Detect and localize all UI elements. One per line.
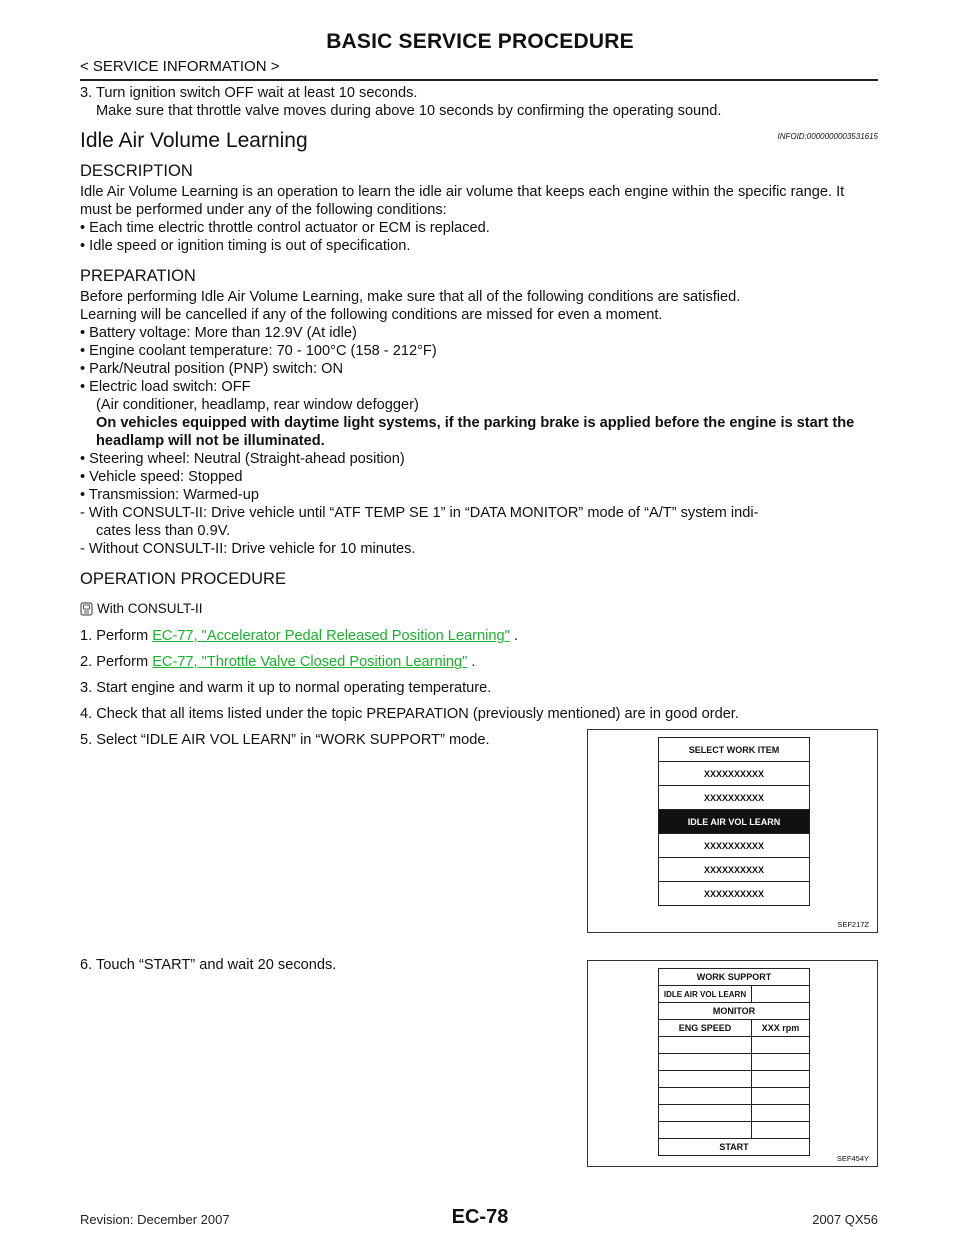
work-item-row: XXXXXXXXXX — [659, 858, 809, 882]
preparation-caution: On vehicles equipped with daytime light systems, if the parking brake is applied before the engine is start the headlamp will not be illuminated. — [96, 415, 855, 449]
work-item-row: XXXXXXXXXX — [659, 834, 809, 858]
preparation-heading: PREPARATION — [80, 267, 196, 285]
empty-cell — [659, 1105, 752, 1121]
start-row — [659, 1139, 809, 1155]
operation-step-4: 4. Check that all items listed under the topic PREPARATION (previously mentioned) are in good order. — [80, 706, 739, 722]
link-accelerator-pedal-learning[interactable]: EC-77, "Accelerator Pedal Released Position Learning" — [152, 628, 510, 644]
footer-model: 2007 QX56 — [812, 1212, 878, 1227]
work-support-item: IDLE AIR VOL LEARN — [659, 986, 752, 1002]
empty-cell — [752, 1088, 809, 1104]
operation-step-6: 6. Touch “START” and wait 20 seconds. — [80, 957, 337, 973]
empty-cell — [659, 1088, 752, 1104]
eng-speed-value: XXX rpm — [761, 1023, 800, 1033]
description-bullet-1: • Each time electric throttle control actuator or ECM is replaced. — [80, 220, 490, 236]
work-support-table — [658, 968, 810, 1156]
step-prefix: 1. Perform — [80, 628, 153, 644]
work-support-title: WORK SUPPORT — [696, 972, 772, 982]
preparation-intro-2: Learning will be cancelled if any of the following conditions are missed for even a moment. — [80, 307, 663, 323]
preparation-dash-item: - Without CONSULT-II: Drive vehicle for 10 minutes. — [80, 541, 416, 557]
preparation-intro: Before performing Idle Air Volume Learning, make sure that all of the following conditions are satisfied. — [80, 289, 741, 305]
work-item-row: XXXXXXXXXX — [659, 762, 809, 786]
description-text: Idle Air Volume Learning is an operation to learn the idle air volume that keeps each engine within the specific range. It must be performed under any of the following conditions: — [80, 184, 845, 218]
monitor-empty-row — [659, 1037, 809, 1054]
figure-code: SEF454Y — [836, 1154, 869, 1163]
page-header-subtitle: < SERVICE INFORMATION > — [80, 58, 280, 75]
work-item-table — [658, 737, 810, 906]
step-suffix: . — [509, 628, 518, 644]
operation-step-1 — [80, 627, 878, 645]
preparation-item: • Engine coolant temperature: 70 - 100°C (158 - 212°F) — [80, 343, 437, 359]
empty-cell — [752, 1105, 809, 1121]
prev-step-3: 3. Turn ignition switch OFF wait at least 10 seconds. — [80, 85, 418, 101]
empty-cell — [752, 1122, 809, 1138]
header-divider — [80, 79, 878, 81]
section-title: Idle Air Volume Learning — [80, 129, 308, 152]
consult-tool-icon — [80, 602, 93, 616]
section-heading-row — [80, 128, 878, 150]
monitor-empty-row — [659, 1054, 809, 1071]
eng-speed-row — [659, 1020, 809, 1037]
preparation-dash-item-cont: cates less than 0.9V. — [96, 523, 231, 539]
work-support-title-row — [659, 969, 809, 986]
empty-cell — [752, 1071, 809, 1087]
monitor-label: MONITOR — [712, 1006, 756, 1016]
empty-cell — [659, 1054, 752, 1070]
preparation-item: • Battery voltage: More than 12.9V (At idle) — [80, 325, 357, 341]
start-button: START — [719, 1142, 749, 1152]
prev-step-3-detail: Make sure that throttle valve moves during above 10 seconds by confirming the operating sound. — [96, 103, 722, 119]
work-item-row: XXXXXXXXXX — [703, 888, 765, 899]
footer-revision: Revision: December 2007 — [80, 1212, 230, 1227]
work-item-table-title: SELECT WORK ITEM — [659, 738, 809, 762]
description-bullet-2: • Idle speed or ignition timing is out of specification. — [80, 238, 411, 254]
step-prefix: 2. Perform — [80, 654, 153, 670]
operation-heading: OPERATION PROCEDURE — [80, 570, 286, 588]
document-body — [80, 84, 878, 757]
preparation-item: • Transmission: Warmed-up — [80, 487, 259, 503]
empty-cell — [752, 1037, 809, 1053]
figure-work-support — [587, 960, 878, 1167]
empty-cell — [659, 1071, 752, 1087]
monitor-empty-row — [659, 1088, 809, 1105]
footer-page-number: EC-78 — [451, 1206, 509, 1228]
work-item-row: XXXXXXXXXX — [659, 786, 809, 810]
info-id: INFOID:0000000003531615 — [777, 132, 878, 141]
operation-step-3: 3. Start engine and warm it up to normal operating temperature. — [80, 680, 492, 696]
work-support-item-row — [659, 986, 809, 1003]
description-heading: DESCRIPTION — [80, 162, 193, 180]
figure-code: SEF217Z — [837, 920, 869, 929]
empty-cell — [659, 1037, 752, 1053]
preparation-item: • Electric load switch: OFF — [80, 379, 251, 395]
monitor-empty-row — [659, 1105, 809, 1122]
figure-select-work-item — [587, 729, 878, 933]
consult-note — [80, 600, 878, 618]
monitor-row — [659, 1003, 809, 1020]
step-suffix: . — [467, 654, 476, 670]
page-header-title: BASIC SERVICE PROCEDURE — [326, 30, 634, 53]
link-throttle-valve-learning[interactable]: EC-77, "Throttle Valve Closed Position Learning" — [152, 654, 468, 670]
monitor-empty-row — [659, 1122, 809, 1139]
operation-step-2 — [80, 653, 878, 671]
preparation-item: • Park/Neutral position (PNP) switch: ON — [80, 361, 344, 377]
consult-label: With CONSULT-II — [97, 601, 203, 616]
empty-cell — [659, 1122, 752, 1138]
operation-step-5: 5. Select “IDLE AIR VOL LEARN” in “WORK SUPPORT” mode. — [80, 732, 490, 748]
eng-speed-label: ENG SPEED — [659, 1020, 752, 1036]
work-item-row-selected: IDLE AIR VOL LEARN — [659, 810, 809, 834]
preparation-item-detail: (Air conditioner, headlamp, rear window defogger) — [96, 397, 419, 413]
preparation-item: • Steering wheel: Neutral (Straight-ahead position) — [80, 451, 405, 467]
empty-cell — [752, 986, 809, 1002]
monitor-empty-row — [659, 1071, 809, 1088]
preparation-dash-item: - With CONSULT-II: Drive vehicle until “ATF TEMP SE 1” in “DATA MONITOR” mode of “A/T” system indi- — [80, 505, 759, 521]
empty-cell — [752, 1054, 809, 1070]
preparation-item: • Vehicle speed: Stopped — [80, 469, 243, 485]
